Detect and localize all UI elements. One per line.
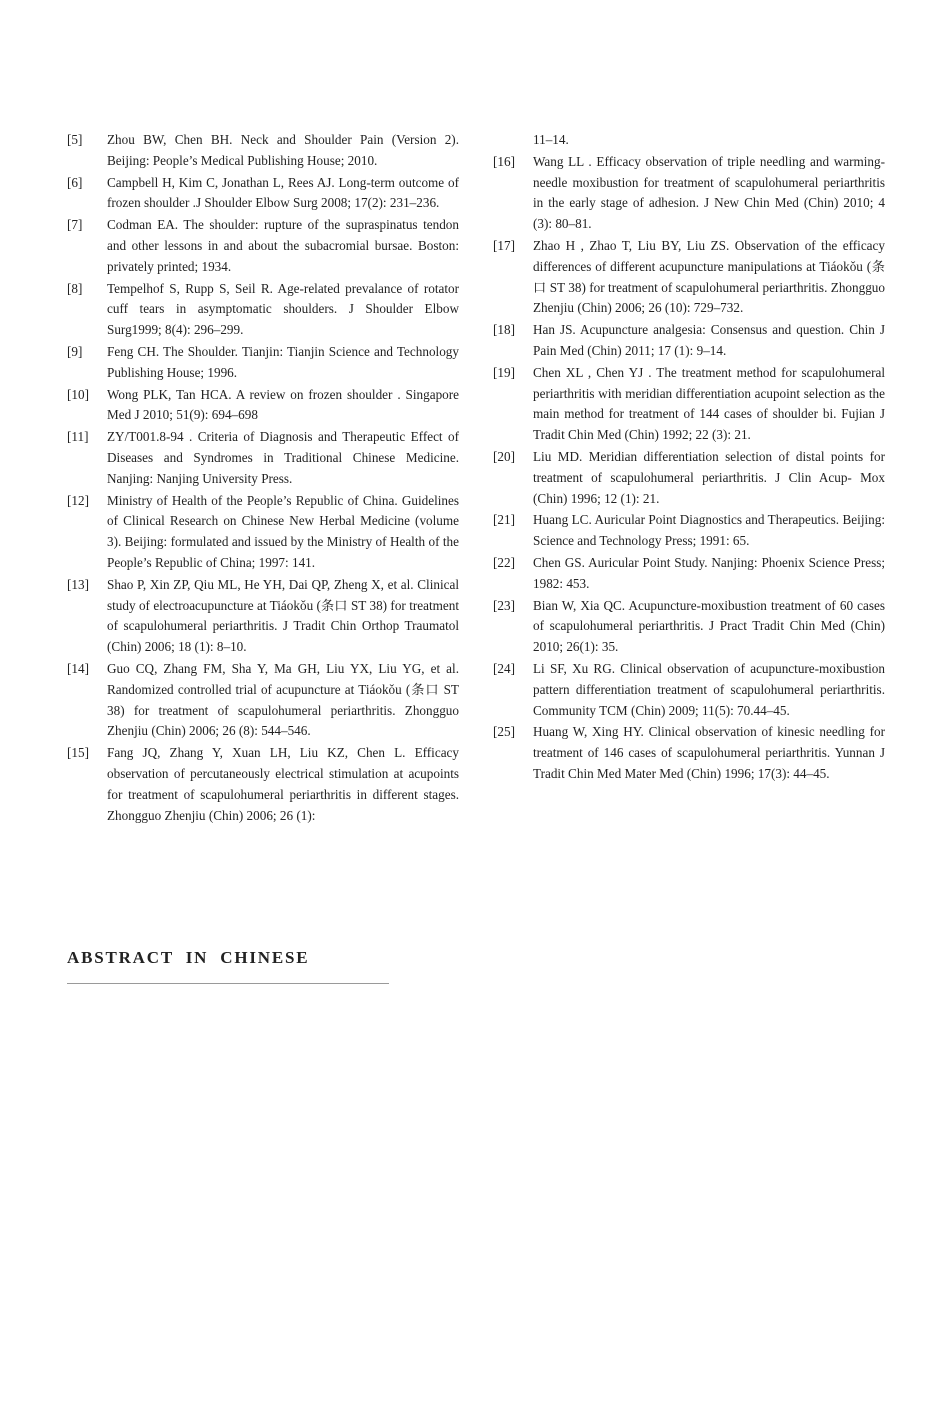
reference-number: [15] bbox=[67, 745, 89, 761]
reference-number: [18] bbox=[493, 322, 515, 338]
reference-text: Feng CH. The Shoulder. Tianjin: Tianjin Science and Technology Publishing House; 1996. bbox=[107, 343, 459, 380]
reference-continuation: 11–14. bbox=[533, 132, 569, 147]
reference-item bbox=[493, 722, 885, 784]
reference-text: Huang W, Xing HY. Clinical observation of kinesic needling for treatment of 146 cases of scapulohumeral periarthritis. Yunnan J Tradit Chin Med Mater Med (Chin) 1996; 17(3): 44–45. bbox=[533, 724, 885, 781]
reference-number: [10] bbox=[67, 386, 89, 402]
reference-text: Campbell H, Kim C, Jonathan L, Rees AJ. Long-term outcome of frozen shoulder .J Shoulder Elbow Surg 2008; 17(2): 231–236. bbox=[107, 174, 459, 211]
reference-item bbox=[493, 320, 885, 362]
reference-item bbox=[493, 510, 885, 552]
reference-item bbox=[493, 553, 885, 595]
reference-number: [7] bbox=[67, 217, 83, 233]
reference-text: ZY/T001.8-94 . Criteria of Diagnosis and Therapeutic Effect of Diseases and Syndromes in Traditional Chinese Medicine. Nanjing: Nanjing University Press. bbox=[107, 429, 459, 486]
reference-text: Ministry of Health of the People’s Republic of China. Guidelines of Clinical Research on Chinese New Herbal Medicine (volume 3). Beijing: formulated and issued by the Ministry of Health of the People’s Republic of China; 1997: 141. bbox=[107, 492, 459, 570]
reference-text: Wong PLK, Tan HCA. A review on frozen shoulder . Singapore Med J 2010; 51(9): 694–698 bbox=[107, 386, 459, 423]
reference-text: Bian W, Xia QC. Acupuncture-moxibustion treatment of 60 cases of scapulohumeral periarthritis. J Pract Tradit Chin Med (Chin) 2010; 26(1): 35. bbox=[533, 597, 885, 655]
reference-item bbox=[67, 342, 459, 384]
reference-number: [20] bbox=[493, 448, 515, 464]
reference-text: Zhao H , Zhao T, Liu BY, Liu ZS. Observation of the efficacy differences of different acupuncture manipulations at Tiáokǒu (条口 ST 38) for treatment of scapulohumeral periarthritis. Zhongguo Zhenjiu (Chin) 2006; 26 (10): 729–732. bbox=[533, 237, 885, 316]
heading-underline bbox=[67, 983, 389, 984]
reference-text: Shao P, Xin ZP, Qiu ML, He YH, Dai QP, Zheng X, et al. Clinical study of electroacupuncture at Tiáokǒu (条口 ST 38) for treatment of scapulohumeral periarthritis. J Tradit Chin Orthop Traumatol (Chin) 2006; 18 (1): 8–10. bbox=[107, 576, 459, 655]
reference-item bbox=[493, 447, 885, 509]
reference-item bbox=[67, 130, 459, 172]
reference-text: Codman EA. The shoulder: rupture of the supraspinatus tendon and other lessons in and about the subacromial bursae. Boston: privately printed; 1934. bbox=[107, 217, 459, 274]
reference-number: [25] bbox=[493, 724, 515, 740]
references-left-column bbox=[67, 130, 459, 827]
reference-text: Fang JQ, Zhang Y, Xuan LH, Liu KZ, Chen L. Efficacy observation of percutaneously electrical stimulation at acupoints for treatment of scapulohumeral periarthritis in different stages. Zhongguo Zhenjiu (Chin) 2006; 26 (1): bbox=[107, 745, 459, 823]
reference-text: Li SF, Xu RG. Clinical observation of acupuncture-moxibustion pattern differentiation treatment of scapulohumeral periarthritis. Community TCM (Chin) 2009; 11(5): 70.44–45. bbox=[533, 660, 885, 718]
reference-item bbox=[67, 279, 459, 341]
reference-item bbox=[67, 743, 459, 826]
reference-text: Huang LC. Auricular Point Diagnostics and Therapeutics. Beijing: Science and Technology Press; 1991: 65. bbox=[533, 512, 885, 549]
reference-number: [13] bbox=[67, 576, 89, 592]
reference-number: [11] bbox=[67, 429, 89, 445]
reference-item bbox=[493, 659, 885, 721]
reference-item bbox=[67, 491, 459, 574]
reference-item bbox=[67, 427, 459, 489]
reference-text: Tempelhof S, Rupp S, Seil R. Age-related prevalance of rotator cuff tears in asymptomatic shoulders. J Shoulder Elbow Surg1999; 8(4): 296–299. bbox=[107, 280, 459, 338]
reference-number: [5] bbox=[67, 132, 83, 147]
reference-number: [22] bbox=[493, 554, 515, 570]
reference-number: [19] bbox=[493, 364, 515, 380]
reference-text: Han JS. Acupuncture analgesia: Consensus and question. Chin J Pain Med (Chin) 2011; 17 (1): 9–14. bbox=[533, 322, 885, 358]
reference-item bbox=[493, 596, 885, 658]
reference-item bbox=[493, 152, 885, 235]
reference-item bbox=[67, 215, 459, 277]
reference-number: [12] bbox=[67, 492, 89, 508]
reference-number: [24] bbox=[493, 660, 515, 676]
references-right-column bbox=[493, 130, 885, 786]
reference-text: Wang LL . Efficacy observation of triple needling and warming-needle moxibustion for treatment of scapulohumeral periarthritis in the early stage of adhesion. J New Chin Med (Chin) 2010; 4 (3): 80–81. bbox=[533, 153, 885, 232]
reference-text: Chen XL , Chen YJ . The treatment method for scapulohumeral periarthritis with meridian differentiation acupoint selection as the main method for treatment of 144 cases of shoulder bi. Fujian J Tradit Chin Med (Chin) 1992; 22 (3): 21. bbox=[533, 364, 885, 443]
reference-item bbox=[493, 363, 885, 446]
reference-number: [17] bbox=[493, 237, 515, 253]
reference-number: [9] bbox=[67, 343, 83, 359]
reference-text: Chen GS. Auricular Point Study. Nanjing: Phoenix Science Press; 1982: 453. bbox=[533, 554, 885, 591]
reference-number: [14] bbox=[67, 660, 89, 676]
reference-item bbox=[67, 173, 459, 215]
reference-text: Liu MD. Meridian differentiation selection of distal points for treatment of scapulohumeral periarthritis. J Clin Acup- Mox (Chin) 1996; 12 (1): 21. bbox=[533, 448, 885, 506]
section-heading: ABSTRACT IN CHINESE bbox=[67, 948, 310, 967]
reference-text: Guo CQ, Zhang FM, Sha Y, Ma GH, Liu YX, Liu YG, et al. Randomized controlled trial of acupuncture at Tiáokǒu (条口 ST 38) for treatment of scapulohumeral periarthritis. Zhongguo Zhenjiu (Chin) 2006; 26 (8): 544–546. bbox=[107, 660, 459, 739]
reference-number: [6] bbox=[67, 174, 83, 190]
reference-item bbox=[67, 575, 459, 658]
reference-item bbox=[493, 236, 885, 319]
reference-number: [8] bbox=[67, 280, 83, 296]
reference-item bbox=[67, 659, 459, 742]
reference-item bbox=[67, 385, 459, 427]
reference-number: [23] bbox=[493, 597, 515, 613]
reference-text: Zhou BW, Chen BH. Neck and Shoulder Pain (Version 2). Beijing: People’s Medical Publishing House; 2010. bbox=[107, 132, 459, 168]
reference-number: [21] bbox=[493, 512, 515, 528]
reference-number: [16] bbox=[493, 153, 515, 169]
